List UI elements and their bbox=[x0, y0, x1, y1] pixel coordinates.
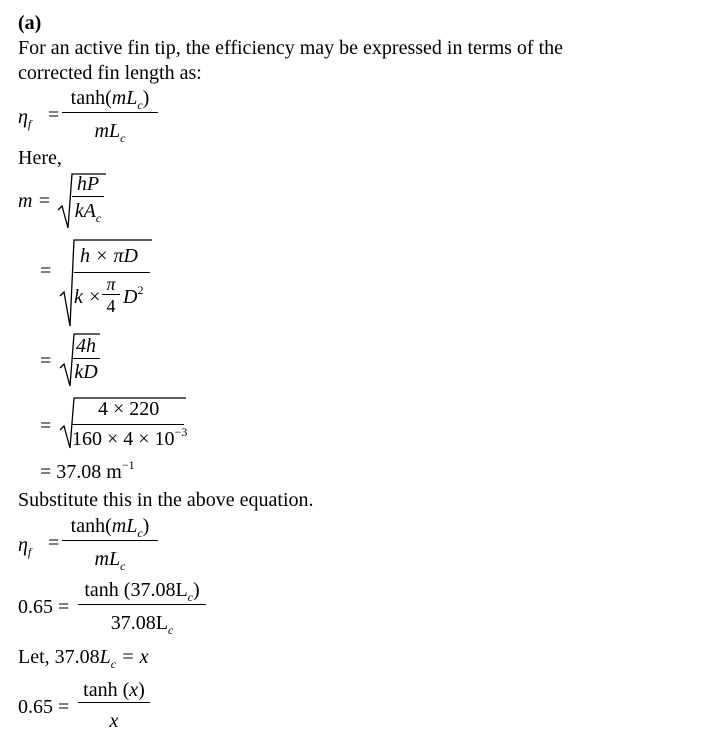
numerator: hP bbox=[76, 173, 100, 195]
let-line: Let, $37.08L_c = x$ bbox=[18, 646, 149, 671]
numerator: tanh (x) bbox=[83, 679, 145, 701]
lhs-value: 0.65 = bbox=[18, 696, 70, 718]
pi-over-four bbox=[102, 274, 120, 317]
eta-symbol: $\eta_f$ bbox=[18, 106, 32, 131]
eta-symbol: $\eta_f$ bbox=[18, 534, 32, 559]
part-label: (a) bbox=[18, 12, 42, 34]
denominator-k: k × bbox=[74, 286, 102, 308]
intro-line-1: For an active fin tip, the efficiency may be expressed in terms of the bbox=[18, 37, 563, 59]
fraction-4h-kd bbox=[72, 334, 100, 384]
pi: π bbox=[106, 274, 116, 294]
numerator: $\tanh(mL_c)$ bbox=[70, 515, 150, 540]
equals-sign: = bbox=[40, 350, 52, 372]
m-result: = 37.08 $m^{-1}$ bbox=[40, 458, 135, 483]
denominator: kD bbox=[72, 358, 100, 384]
numerator: 4h bbox=[76, 335, 96, 357]
denominator: x bbox=[78, 702, 150, 733]
equals-sign: = bbox=[48, 532, 60, 554]
fraction bbox=[62, 86, 158, 145]
here-label: Here, bbox=[18, 147, 62, 169]
numerator-4x220: 4 × 220 bbox=[98, 398, 160, 420]
numerator-h-pi-d: h × πD bbox=[80, 245, 138, 267]
intro-line-2: corrected fin length as: bbox=[18, 62, 202, 84]
fraction-bar bbox=[74, 272, 150, 273]
numerator: $\tanh(mL_c)$ bbox=[70, 87, 150, 112]
denominator: $mL_c$ bbox=[62, 112, 158, 145]
equals-sign: = bbox=[40, 260, 52, 282]
m-lhs: m = bbox=[18, 190, 51, 212]
fraction bbox=[62, 514, 158, 573]
d-squared: $D^2$ bbox=[123, 283, 144, 308]
numerator: $\tanh (37.08L_c)$ bbox=[84, 579, 200, 604]
substitute-text: Substitute this in the above equation. bbox=[18, 489, 314, 511]
lhs-value: 0.65 = bbox=[18, 596, 70, 618]
four: 4 bbox=[102, 294, 120, 317]
denominator: $kA_c$ bbox=[72, 196, 104, 225]
fraction-bar bbox=[72, 424, 184, 425]
equals-sign: = bbox=[48, 104, 60, 126]
denominator: $37.08L_c$ bbox=[78, 604, 206, 637]
fraction bbox=[78, 578, 206, 637]
equals-sign: = bbox=[40, 415, 52, 437]
fraction bbox=[78, 678, 150, 733]
denominator-160x4x10: $160 \times 4 \times 10^{-3}$ bbox=[72, 425, 188, 450]
denominator: $mL_c$ bbox=[62, 540, 158, 573]
fraction-hp-kac bbox=[72, 172, 104, 225]
